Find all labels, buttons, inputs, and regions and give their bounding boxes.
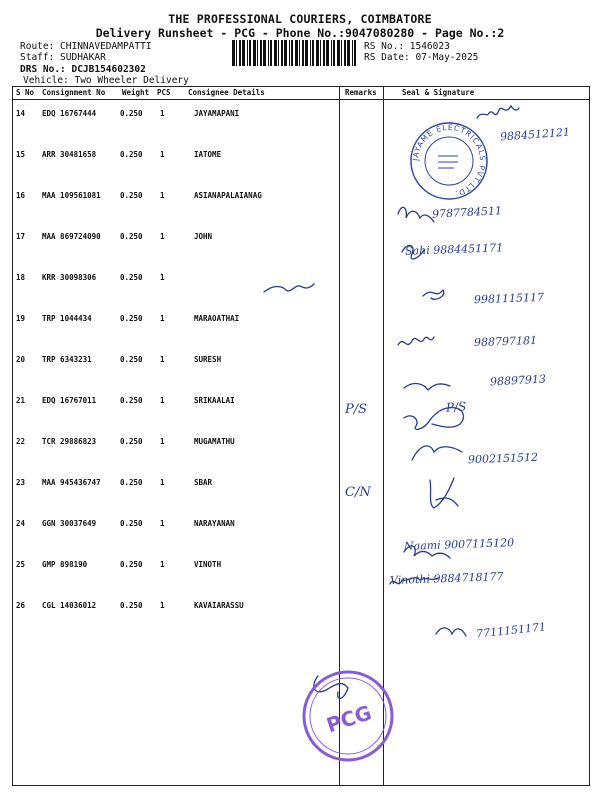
header-remarks: Remarks xyxy=(345,88,377,97)
header-pcs: PCS xyxy=(157,88,171,97)
cell-sno: 22 xyxy=(16,437,26,446)
drs-number: DRS No.: DCJB154602302 xyxy=(20,64,146,75)
runsheet-table xyxy=(12,86,590,786)
cell-weight: 0.250 xyxy=(120,314,143,323)
cell-pcs: 1 xyxy=(160,355,165,364)
cell-pcs: 1 xyxy=(160,109,165,118)
cell-sno: 23 xyxy=(16,478,26,487)
cell-weight: 0.250 xyxy=(120,396,143,405)
table-row xyxy=(13,427,589,468)
barcode-bar xyxy=(341,40,342,66)
cell-consignment: EDQ 16767011 xyxy=(42,396,97,405)
cell-pcs: 1 xyxy=(160,560,165,569)
header-weight: Weight xyxy=(122,88,150,97)
table-row xyxy=(13,99,589,140)
barcode-bar xyxy=(232,40,235,66)
cell-pcs: 1 xyxy=(160,437,165,446)
cell-consignment: EDQ 16767444 xyxy=(42,109,97,118)
cell-consignment: TRP 6343231 xyxy=(42,355,92,364)
cell-pcs: 1 xyxy=(160,150,165,159)
barcode-bar xyxy=(347,40,350,66)
cell-consignee: IATOME xyxy=(194,150,222,159)
barcode-bar xyxy=(337,40,340,66)
barcode-bar xyxy=(260,40,262,66)
table-row xyxy=(13,222,589,263)
handwritten-phone-14: 9884512121 xyxy=(499,125,571,144)
cell-sno: 20 xyxy=(16,355,26,364)
cell-pcs: 1 xyxy=(160,314,165,323)
handwritten-sign-24: Naami 9007115120 xyxy=(403,536,515,553)
handwritten-phone-22: 9002151512 xyxy=(467,450,539,467)
barcode-bar xyxy=(257,40,258,66)
cell-weight: 0.250 xyxy=(120,437,143,446)
barcode-bar xyxy=(312,40,314,66)
cell-consignment: CGL 14036012 xyxy=(42,601,97,610)
header-sno: S No xyxy=(16,88,35,97)
cell-sno: 17 xyxy=(16,232,26,241)
handwritten-phone-26: 7711151171 xyxy=(475,620,547,641)
header-seal: Seal & Signature xyxy=(402,88,475,97)
cell-weight: 0.250 xyxy=(120,109,143,118)
barcode-bar xyxy=(239,40,241,66)
company-title: THE PROFESSIONAL COURIERS, COIMBATORE xyxy=(168,12,432,26)
cell-consignment: GGN 30037649 xyxy=(42,519,97,528)
barcode-bar xyxy=(326,40,329,66)
barcode-bar xyxy=(284,40,287,66)
cell-consignment: MAA 109561081 xyxy=(42,191,101,200)
handwritten-remark-21: P/S xyxy=(345,402,368,417)
barcode-bar xyxy=(305,40,308,66)
cell-consignee: MARAOATHAI xyxy=(194,314,240,323)
barcode-bar xyxy=(247,40,248,66)
pcg-stamp-text: PCG xyxy=(323,700,375,738)
barcode-bar xyxy=(323,40,325,66)
cell-consignment: ARR 30481658 xyxy=(42,150,97,159)
cell-weight: 0.250 xyxy=(120,601,143,610)
handwritten-remark-23: C/N xyxy=(345,485,371,500)
cell-sno: 18 xyxy=(16,273,26,282)
runsheet-subtitle: Delivery Runsheet - PCG - Phone No.:9047080280 - Page No.:2 xyxy=(95,26,505,40)
barcode-bar xyxy=(291,40,293,66)
table-row xyxy=(13,386,589,427)
cell-weight: 0.250 xyxy=(120,232,143,241)
cell-sno: 14 xyxy=(16,109,26,118)
barcode-bar xyxy=(236,40,237,66)
rs-number: RS No.: 1546023 xyxy=(364,41,450,52)
barcode-bar xyxy=(249,40,251,66)
cell-weight: 0.250 xyxy=(120,478,143,487)
barcode-bar xyxy=(316,40,319,66)
table-row xyxy=(13,304,589,345)
staff-label: Staff: SUDHAKAR xyxy=(20,52,106,63)
handwritten-sign-17: Sahi 9884451171 xyxy=(404,241,504,258)
header-consignment: Consignment No xyxy=(42,88,106,97)
cell-consignment: KRR 30098306 xyxy=(42,273,97,282)
cell-sno: 15 xyxy=(16,150,26,159)
handwritten-phone-18: 9981115117 xyxy=(473,290,545,307)
cell-consignee: ASIANAPALAIANAG xyxy=(194,191,262,200)
cell-weight: 0.250 xyxy=(120,355,143,364)
cell-pcs: 1 xyxy=(160,273,165,282)
barcode-bar xyxy=(278,40,279,66)
cell-consignee: SURESH xyxy=(194,355,222,364)
barcode-bar xyxy=(270,40,272,66)
barcode xyxy=(232,40,358,66)
cell-weight: 0.250 xyxy=(120,191,143,200)
cell-consignee: SBAR xyxy=(194,478,213,487)
cell-pcs: 1 xyxy=(160,478,165,487)
handwritten-sign-21: P/S xyxy=(445,399,467,415)
cell-consignment: MAA 869724090 xyxy=(42,232,101,241)
rs-date: RS Date: 07-May-2025 xyxy=(364,52,479,63)
barcode-bar xyxy=(344,40,346,66)
cell-pcs: 1 xyxy=(160,396,165,405)
barcode-bar xyxy=(242,40,245,66)
cell-consignment: MAA 945436747 xyxy=(42,478,101,487)
cell-weight: 0.250 xyxy=(120,560,143,569)
handwritten-sign-25: Vinothi 9884718177 xyxy=(389,570,504,587)
vehicle-label: Vehicle: Two Wheeler Delivery xyxy=(23,75,189,86)
barcode-bar xyxy=(354,40,356,66)
stamp-ring-text: JAYAME ELECTRICALS PVT.LTD. xyxy=(410,122,488,199)
table-row xyxy=(13,140,589,181)
handwritten-phone-16: 9787784511 xyxy=(431,204,503,221)
barcode-bar xyxy=(295,40,298,66)
handwritten-phone-20: 98897913 xyxy=(489,372,547,389)
cell-sno: 25 xyxy=(16,560,26,569)
cell-consignee: NARAYANAN xyxy=(194,519,235,528)
cell-sno: 19 xyxy=(16,314,26,323)
barcode-bar xyxy=(352,40,353,66)
table-row xyxy=(13,550,589,591)
barcode-bar xyxy=(310,40,311,66)
cell-consignment: TRP 1044434 xyxy=(42,314,92,323)
table-row xyxy=(13,509,589,550)
cell-pcs: 1 xyxy=(160,232,165,241)
cell-pcs: 1 xyxy=(160,191,165,200)
barcode-bar xyxy=(289,40,290,66)
route-label: Route: CHINNAVEDAMPATTI xyxy=(20,41,152,52)
table-row xyxy=(13,591,589,632)
cell-consignee: MUGAMATHU xyxy=(194,437,235,446)
table-row xyxy=(13,263,589,307)
barcode-bar xyxy=(302,40,304,66)
cell-sno: 26 xyxy=(16,601,26,610)
barcode-bar xyxy=(333,40,335,66)
cell-consignment: GMP 898190 xyxy=(42,560,88,569)
cell-weight: 0.250 xyxy=(120,150,143,159)
barcode-bar xyxy=(253,40,256,66)
cell-weight: 0.250 xyxy=(120,519,143,528)
barcode-bar xyxy=(274,40,277,66)
cell-sno: 24 xyxy=(16,519,26,528)
cell-pcs: 1 xyxy=(160,519,165,528)
cell-consignee: JAYAMAPANI xyxy=(194,109,240,118)
cell-consignee: KAVAIARASSU xyxy=(194,601,244,610)
barcode-bar xyxy=(320,40,321,66)
cell-consignment: TCR 29886823 xyxy=(42,437,97,446)
header-consignee: Consignee Details xyxy=(188,88,265,97)
barcode-bar xyxy=(263,40,266,66)
cell-consignee: SRIKAALAI xyxy=(194,396,235,405)
cell-weight: 0.250 xyxy=(120,273,143,282)
barcode-bar xyxy=(268,40,269,66)
table-row xyxy=(13,181,589,222)
cell-consignee: VINOTH xyxy=(194,560,222,569)
barcode-bar xyxy=(281,40,283,66)
cell-consignee: JOHN xyxy=(194,232,213,241)
cell-pcs: 1 xyxy=(160,601,165,610)
handwritten-phone-19: 988797181 xyxy=(473,333,538,350)
cell-sno: 16 xyxy=(16,191,26,200)
cell-sno: 21 xyxy=(16,396,26,405)
table-row xyxy=(13,345,589,386)
barcode-bar xyxy=(299,40,300,66)
barcode-bar xyxy=(331,40,332,66)
table-row xyxy=(13,468,589,509)
